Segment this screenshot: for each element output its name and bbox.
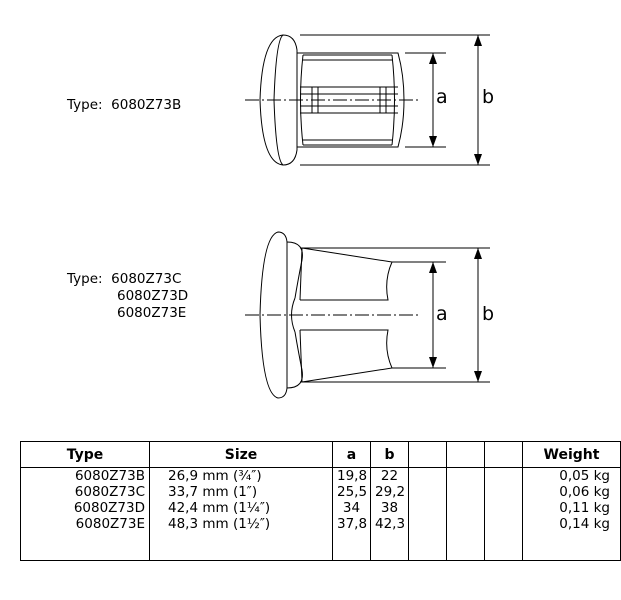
cell-weight: 0,11 kg (523, 500, 621, 516)
cell-b: 42,3 (371, 516, 409, 561)
cell-weight: 0,05 kg (523, 468, 621, 485)
cell-a: 37,8 (333, 516, 371, 561)
cell-empty (409, 468, 447, 485)
cell-empty (447, 500, 485, 516)
cell-size: 48,3 mm (1½″) (150, 516, 333, 561)
cell-weight: 0,06 kg (523, 484, 621, 500)
type-label-b (67, 97, 181, 114)
cell-empty (409, 484, 447, 500)
type-code: 6080Z73B (111, 97, 182, 113)
header-empty (447, 442, 485, 468)
dim-b-label: b (482, 303, 495, 325)
cell-empty (447, 468, 485, 485)
plug-b-drawing (245, 35, 490, 165)
table-row (21, 484, 621, 500)
type-code: 6080Z73D (117, 288, 189, 304)
cell-size: 42,4 mm (1¼″) (150, 500, 333, 516)
type-code: 6080Z73C (111, 271, 182, 287)
cell-size: 33,7 mm (1″) (150, 484, 333, 500)
header-a: a (333, 442, 371, 468)
cell-size: 26,9 mm (¾″) (150, 468, 333, 485)
cell-type: 6080Z73C (21, 484, 150, 500)
cell-empty (485, 468, 523, 485)
dim-a-label: a (436, 303, 448, 325)
cell-a: 34 (333, 500, 371, 516)
cell-empty (485, 516, 523, 561)
cell-empty (409, 516, 447, 561)
type-code: 6080Z73E (117, 305, 187, 321)
type-prefix: Type: (67, 97, 103, 113)
cell-type: 6080Z73B (21, 468, 150, 485)
header-weight: Weight (523, 442, 621, 468)
cell-empty (485, 484, 523, 500)
table-header-row (21, 442, 621, 468)
header-empty (485, 442, 523, 468)
header-b: b (371, 442, 409, 468)
dim-b-label: b (482, 86, 495, 108)
plug-cde-drawing (245, 232, 490, 398)
table-row (21, 516, 621, 561)
table-row (21, 500, 621, 516)
cell-b: 38 (371, 500, 409, 516)
cell-empty (485, 500, 523, 516)
header-empty (409, 442, 447, 468)
cell-b: 22 (371, 468, 409, 485)
cell-weight: 0,14 kg (523, 516, 621, 561)
dim-a-label: a (436, 86, 448, 108)
cell-empty (409, 500, 447, 516)
cell-empty (447, 484, 485, 500)
header-type: Type (21, 442, 150, 468)
cell-empty (447, 516, 485, 561)
spec-table (20, 441, 621, 561)
cell-b: 29,2 (371, 484, 409, 500)
header-size: Size (150, 442, 333, 468)
cell-type: 6080Z73D (21, 500, 150, 516)
table-row (21, 468, 621, 485)
cell-type: 6080Z73E (21, 516, 150, 561)
type-label-cde (67, 271, 188, 322)
cell-a: 19,8 (333, 468, 371, 485)
cell-a: 25,5 (333, 484, 371, 500)
type-prefix: Type: (67, 271, 103, 287)
